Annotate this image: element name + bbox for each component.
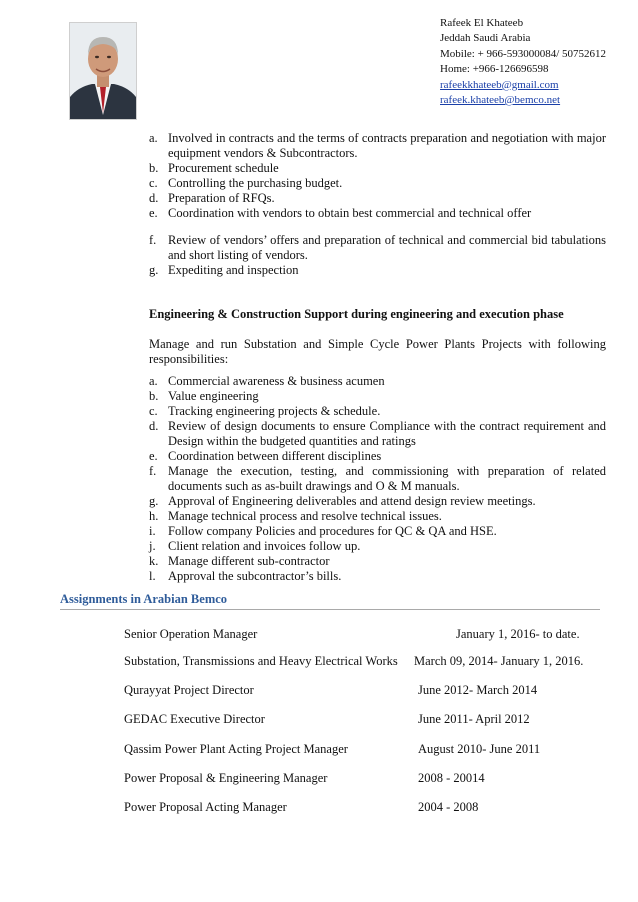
list-item: d. Preparation of RFQs. xyxy=(149,191,275,205)
engineering-list-block xyxy=(149,374,606,584)
assignment-row xyxy=(124,654,398,669)
engineering-intro: Manage and run Substation and Simple Cycle Power Plants Projects with following responsibilities: xyxy=(149,337,606,366)
assignment-row xyxy=(124,771,327,786)
section-divider xyxy=(60,609,600,610)
list-item: i. Follow company Policies and procedures for QC & QA and HSE. xyxy=(149,524,497,538)
assignments-section-title: Assignments in Arabian Bemco xyxy=(60,592,228,606)
list-item: g. Expediting and inspection xyxy=(149,263,299,277)
assignment-row xyxy=(124,742,348,757)
list-item: a. Commercial awareness & business acumen xyxy=(149,374,385,388)
assignment-row xyxy=(124,800,287,815)
procurement-list xyxy=(149,131,606,221)
assignment-period: January 1, 2016- to date. xyxy=(456,627,580,641)
assignment-role: Substation, Transmissions and Heavy Electrical Works xyxy=(124,654,398,668)
list-item: c. Tracking engineering projects & schedule. xyxy=(149,404,381,418)
list-item: e. Coordination with vendors to obtain best commercial and technical offer xyxy=(149,206,532,220)
contact-email-bemco[interactable]: rafeek.khateeb@bemco.net xyxy=(440,94,561,107)
contact-block xyxy=(440,16,606,108)
contact-home: Home: +966-126696598 xyxy=(440,63,549,76)
engineering-list xyxy=(149,374,606,584)
assignment-row xyxy=(124,683,254,698)
assignment-period: March 09, 2014- January 1, 2016. xyxy=(414,654,584,668)
assignment-role: Power Proposal & Engineering Manager xyxy=(124,771,328,785)
engineering-heading: Engineering & Construction Support during engineering and execution phase xyxy=(149,307,564,321)
contact-name: Rafeek El Khateeb xyxy=(440,17,524,29)
procurement-list-block xyxy=(149,131,606,221)
contact-location: Jeddah Saudi Arabia xyxy=(440,32,531,45)
list-item: h. Manage technical process and resolve technical issues. xyxy=(149,509,442,523)
procurement-list-continued xyxy=(149,233,606,278)
assignment-period: 2004 - 2008 xyxy=(418,800,479,814)
profile-photo xyxy=(69,22,137,120)
assignment-period: 2008 - 20014 xyxy=(418,771,485,785)
assignment-role: Senior Operation Manager xyxy=(124,627,258,641)
list-item: f. Manage the execution, testing, and commissioning with preparation of related documents such as as-built drawings and O & M manuals. xyxy=(149,464,606,493)
contact-email-gmail[interactable]: rafeekkhateeb@gmail.com xyxy=(440,78,559,91)
assignment-row xyxy=(124,627,257,642)
assignment-period: August 2010- June 2011 xyxy=(418,742,541,756)
list-item: a. Involved in contracts and the terms of contracts preparation and negotiation with major equipment vendors & Subcontractors. xyxy=(149,131,606,160)
assignment-row xyxy=(124,712,265,727)
list-item: g. Approval of Engineering deliverables and attend design review meetings. xyxy=(149,494,536,508)
list-item: j. Client relation and invoices follow up. xyxy=(149,539,361,553)
assignment-period: June 2012- March 2014 xyxy=(418,683,538,697)
contact-mobile: Mobile: + 966-593000084/ 50752612 xyxy=(440,47,607,60)
assignment-role: Qassim Power Plant Acting Project Manager xyxy=(124,742,348,756)
list-item: b. Value engineering xyxy=(149,389,259,403)
list-item: c. Controlling the purchasing budget. xyxy=(149,176,343,190)
list-item: e. Coordination between different disciplines xyxy=(149,449,382,463)
assignment-role: Qurayyat Project Director xyxy=(124,683,254,697)
list-item: d. Review of design documents to ensure Compliance with the contract requirement and Design within the budgeted quantities and ratings xyxy=(149,419,606,448)
procurement-list-2 xyxy=(149,233,606,278)
list-item: f. Review of vendors’ offers and preparation of technical and commercial bid tabulations and short listing of vendors. xyxy=(149,233,606,262)
list-item: k. Manage different sub-contractor xyxy=(149,554,330,568)
list-item: b. Procurement schedule xyxy=(149,161,279,175)
assignment-role: Power Proposal Acting Manager xyxy=(124,800,287,814)
list-item: l. Approval the subcontractor’s bills. xyxy=(149,569,342,583)
portrait-image xyxy=(70,23,136,119)
assignment-period: June 2011- April 2012 xyxy=(418,712,530,726)
assignment-role: GEDAC Executive Director xyxy=(124,712,265,726)
